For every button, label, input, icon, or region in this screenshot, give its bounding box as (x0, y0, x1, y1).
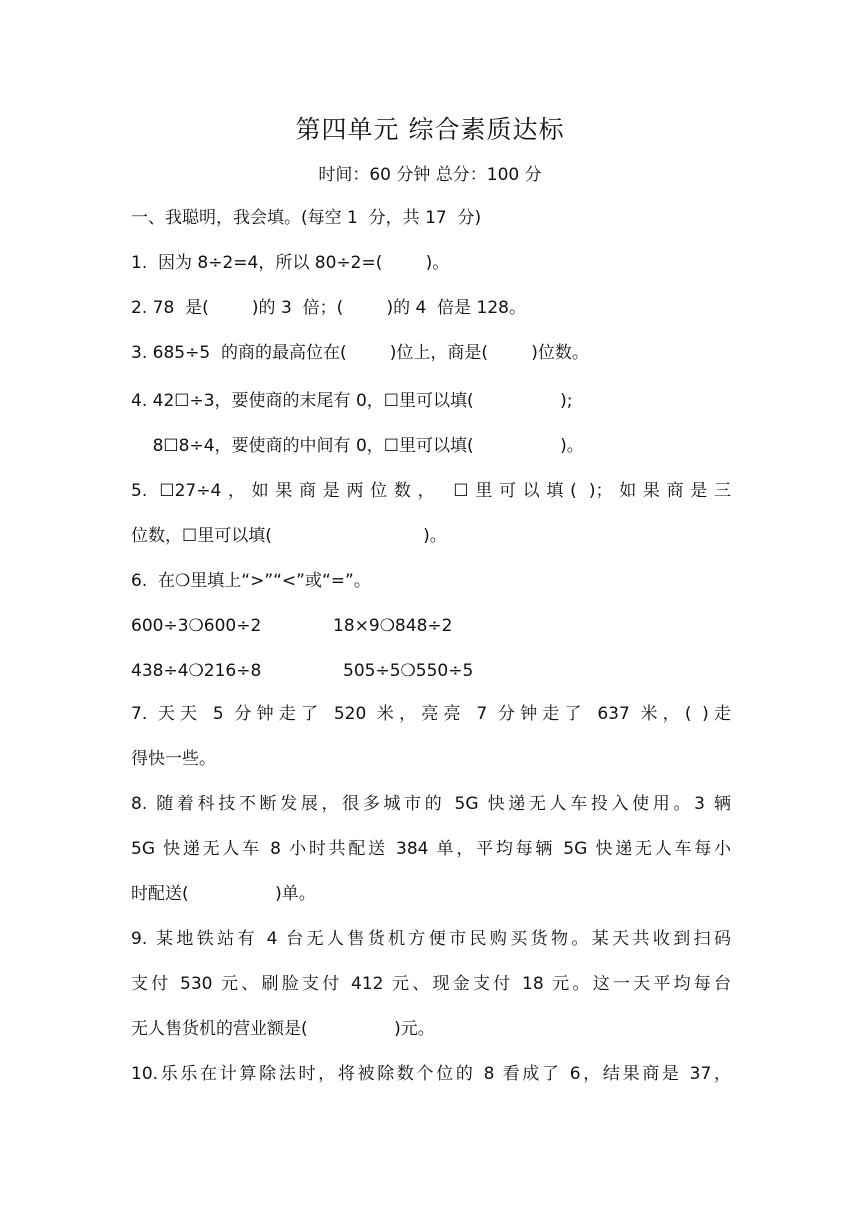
question-5-line-2: 位数，☐里可以填( )。 (131, 526, 447, 546)
question-3: 3. 685÷5 的商的最高位在( )位上，商是( )位数。 (131, 343, 589, 363)
question-8-line-1-text: 8. 随着科技不断发展，很多城市的 5G 快递无人车投入使用。3 辆 (131, 794, 731, 814)
question-8-line-1 (131, 792, 731, 816)
question-9-line-2-text: 支付 530 元、刷脸支付 412 元、现金支付 18 元。这一天平均每台 (131, 974, 731, 994)
question-6-intro: 6. 在❍里填上“>”“<”或“=”。 (131, 571, 371, 591)
question-8-line-3: 时配送( )单。 (131, 884, 316, 904)
question-10-line-1 (131, 1062, 731, 1086)
question-7-line-1-text: 7. 天天 5 分钟走了 520 米，亮亮 7 分钟走了 637 米，( )走 (131, 704, 731, 724)
question-1: 1. 因为 8÷2=4，所以 80÷2=( )。 (131, 253, 450, 273)
question-9-line-3: 无人售货机的营业额是( )元。 (131, 1019, 435, 1039)
question-7-line-1 (131, 702, 731, 726)
question-9-line-1-text: 9. 某地铁站有 4 台无人售货机方便市民购买货物。某天共收到扫码 (131, 929, 731, 949)
question-9-line-1 (131, 927, 731, 951)
question-4-line-2: 8☐8÷4，要使商的中间有 0，☐里可以填( )。 (131, 436, 584, 456)
question-4-line-1: 4. 42☐÷3，要使商的末尾有 0，☐里可以填( ); (131, 391, 573, 411)
question-5-line-1-text: 5. ☐27÷4，如果商是两位数， ☐里可以填( )；如果商是三 (131, 481, 731, 501)
compare-item: 600÷3❍600÷2 (131, 616, 262, 636)
question-7-line-2: 得快一些。 (131, 749, 216, 769)
question-8-line-2 (131, 837, 731, 861)
question-8-line-2-text: 5G 快递无人车 8 小时共配送 384 单，平均每辆 5G 快递无人车每小 (131, 839, 731, 859)
compare-item: 18×9❍848÷2 (333, 616, 453, 636)
question-5-line-1 (131, 479, 731, 503)
compare-item: 438÷4❍216÷8 (131, 661, 262, 681)
question-2: 2. 78 是( )的 3 倍；( )的 4 倍是 128。 (131, 298, 526, 318)
compare-item: 505÷5❍550÷5 (343, 661, 474, 681)
page-title: 第四单元 综合素质达标 (295, 115, 565, 144)
exam-info: 时间：60 分钟 总分：100 分 (318, 165, 542, 185)
question-9-line-2 (131, 972, 731, 996)
question-10-line-1-text: 10.乐乐在计算除法时，将被除数个位的 8 看成了 6，结果商是 37， (131, 1064, 731, 1084)
section-heading: 一、我聪明，我会填。(每空 1 分，共 17 分) (131, 208, 482, 228)
